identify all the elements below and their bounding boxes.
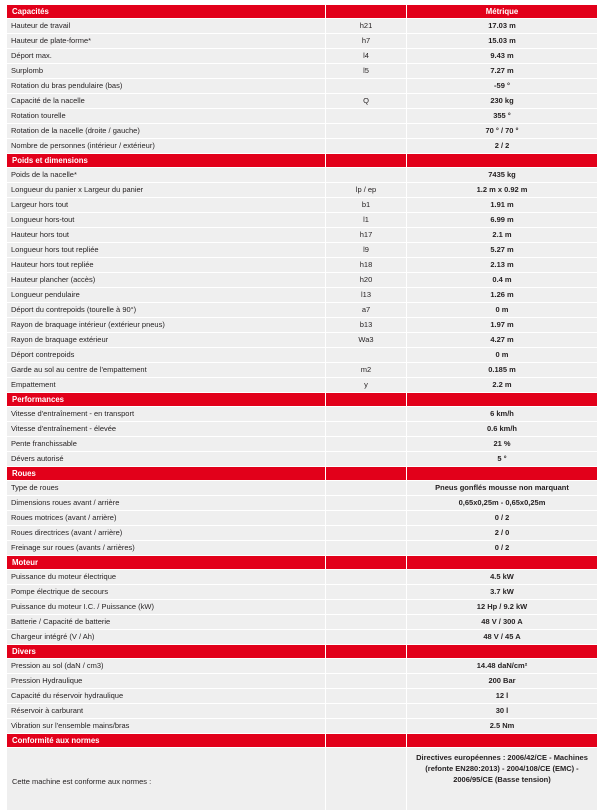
section-header-row: [7, 645, 597, 658]
row-value: 48 V / 300 A: [407, 615, 597, 629]
table-row: [7, 422, 597, 436]
section-header-label: Moteur: [7, 556, 325, 569]
table-row: [7, 600, 597, 614]
row-label: Pression au sol (daN / cm3): [7, 659, 325, 673]
section-header-row: [7, 5, 597, 18]
table-row: [7, 198, 597, 212]
row-symbol: [326, 570, 406, 584]
row-symbol: Q: [326, 94, 406, 108]
row-symbol: [326, 659, 406, 673]
row-label: Déport du contrepoids (tourelle à 90°): [7, 303, 325, 317]
row-label: Rayon de braquage extérieur: [7, 333, 325, 347]
row-value: 2 / 2: [407, 139, 597, 153]
conformity-header-value: [407, 734, 597, 747]
row-label: Dévers autorisé: [7, 452, 325, 466]
table-row: [7, 124, 597, 138]
table-row: [7, 258, 597, 272]
section-header-row: [7, 467, 597, 480]
row-symbol: [326, 168, 406, 182]
conformity-label: Cette machine est conforme aux normes :: [7, 748, 325, 810]
row-value: 0.6 km/h: [407, 422, 597, 436]
table-row: [7, 526, 597, 540]
row-label: Empattement: [7, 378, 325, 392]
table-row: [7, 19, 597, 33]
row-value: 1.91 m: [407, 198, 597, 212]
specifications-body: [7, 5, 597, 810]
row-label: Pente franchissable: [7, 437, 325, 451]
section-header-label: Roues: [7, 467, 325, 480]
row-value: 7435 kg: [407, 168, 597, 182]
row-value: 6 km/h: [407, 407, 597, 421]
row-value: 48 V / 45 A: [407, 630, 597, 644]
conformity-row: [7, 748, 597, 810]
row-label: Batterie / Capacité de batterie: [7, 615, 325, 629]
table-row: [7, 630, 597, 644]
row-value: 4.5 kW: [407, 570, 597, 584]
row-symbol: [326, 541, 406, 555]
row-label: Puissance du moteur électrique: [7, 570, 325, 584]
specifications-table: [6, 4, 598, 811]
table-row: [7, 139, 597, 153]
table-row: [7, 363, 597, 377]
row-symbol: [326, 139, 406, 153]
row-label: Capacité du réservoir hydraulique: [7, 689, 325, 703]
row-symbol: [326, 674, 406, 688]
row-symbol: [326, 600, 406, 614]
row-symbol: h21: [326, 19, 406, 33]
table-row: [7, 541, 597, 555]
table-row: [7, 585, 597, 599]
section-header-symbol: [326, 556, 406, 569]
row-symbol: lp / ep: [326, 183, 406, 197]
row-symbol: h7: [326, 34, 406, 48]
table-row: [7, 213, 597, 227]
row-label: Vibration sur l'ensemble mains/bras: [7, 719, 325, 733]
table-row: [7, 437, 597, 451]
row-label: Dimensions roues avant / arrière: [7, 496, 325, 510]
row-value: 7.27 m: [407, 64, 597, 78]
row-symbol: [326, 109, 406, 123]
conformity-header-symbol: [326, 734, 406, 747]
table-row: [7, 273, 597, 287]
row-value: 4.27 m: [407, 333, 597, 347]
section-header-row: [7, 154, 597, 167]
row-value: 5 °: [407, 452, 597, 466]
row-value: 5.27 m: [407, 243, 597, 257]
row-symbol: [326, 348, 406, 362]
conformity-value: Directives européennes : 2006/42/CE - Machines (refonte EN280:2013) - 2004/108/CE (EMC) - 2006/95/CE (Basse tension): [407, 748, 597, 810]
row-symbol: [326, 630, 406, 644]
row-symbol: b1: [326, 198, 406, 212]
table-row: [7, 704, 597, 718]
row-value: 12 Hp / 9.2 kW: [407, 600, 597, 614]
row-symbol: [326, 124, 406, 138]
row-symbol: [326, 452, 406, 466]
row-symbol: [326, 615, 406, 629]
row-symbol: l5: [326, 64, 406, 78]
section-header-label: Divers: [7, 645, 325, 658]
row-value: 21 %: [407, 437, 597, 451]
table-row: [7, 183, 597, 197]
row-label: Hauteur hors tout repliée: [7, 258, 325, 272]
conformity-symbol: [326, 748, 406, 810]
row-symbol: h20: [326, 273, 406, 287]
section-header-symbol: [326, 645, 406, 658]
row-value: 1.26 m: [407, 288, 597, 302]
row-value: 0.4 m: [407, 273, 597, 287]
row-label: Réservoir à carburant: [7, 704, 325, 718]
row-label: Hauteur de travail: [7, 19, 325, 33]
table-row: [7, 496, 597, 510]
row-symbol: y: [326, 378, 406, 392]
row-label: Poids de la nacelle*: [7, 168, 325, 182]
table-row: [7, 64, 597, 78]
row-label: Surplomb: [7, 64, 325, 78]
row-label: Chargeur intégré (V / Ah): [7, 630, 325, 644]
section-header-value: [407, 467, 597, 480]
table-row: [7, 49, 597, 63]
row-label: Longueur hors tout repliée: [7, 243, 325, 257]
row-label: Puissance du moteur I.C. / Puissance (kW): [7, 600, 325, 614]
section-header-row: [7, 556, 597, 569]
table-row: [7, 243, 597, 257]
row-symbol: [326, 437, 406, 451]
row-label: Rotation tourelle: [7, 109, 325, 123]
section-header-value: [407, 393, 597, 406]
row-value: 0 / 2: [407, 541, 597, 555]
row-label: Déport contrepoids: [7, 348, 325, 362]
table-row: [7, 79, 597, 93]
table-row: [7, 378, 597, 392]
row-value: 0 m: [407, 303, 597, 317]
table-row: [7, 303, 597, 317]
row-symbol: [326, 704, 406, 718]
row-label: Déport max.: [7, 49, 325, 63]
row-symbol: Wa3: [326, 333, 406, 347]
section-header-symbol: [326, 154, 406, 167]
row-value: 1.97 m: [407, 318, 597, 332]
row-value: 2.13 m: [407, 258, 597, 272]
section-header-value: Métrique: [407, 5, 597, 18]
row-value: 6.99 m: [407, 213, 597, 227]
row-label: Hauteur plancher (accès): [7, 273, 325, 287]
row-value: 200 Bar: [407, 674, 597, 688]
section-header-value: [407, 556, 597, 569]
table-row: [7, 659, 597, 673]
row-symbol: l4: [326, 49, 406, 63]
row-label: Longueur hors-tout: [7, 213, 325, 227]
row-label: Type de roues: [7, 481, 325, 495]
row-value: 30 l: [407, 704, 597, 718]
row-value: -59 °: [407, 79, 597, 93]
row-value: 15.03 m: [407, 34, 597, 48]
row-value: 9.43 m: [407, 49, 597, 63]
row-value: 2.2 m: [407, 378, 597, 392]
section-header-label: Poids et dimensions: [7, 154, 325, 167]
table-row: [7, 615, 597, 629]
conformity-header: Conformité aux normes: [7, 734, 325, 747]
row-label: Rotation du bras pendulaire (bas): [7, 79, 325, 93]
row-symbol: [326, 407, 406, 421]
section-header-value: [407, 645, 597, 658]
row-value: 0.185 m: [407, 363, 597, 377]
row-label: Hauteur hors tout: [7, 228, 325, 242]
row-symbol: h18: [326, 258, 406, 272]
row-label: Roues directrices (avant / arrière): [7, 526, 325, 540]
row-value: 0 / 2: [407, 511, 597, 525]
row-value: 2.1 m: [407, 228, 597, 242]
row-label: Nombre de personnes (intérieur / extérieur): [7, 139, 325, 153]
row-symbol: [326, 79, 406, 93]
section-header-symbol: [326, 393, 406, 406]
table-row: [7, 348, 597, 362]
row-label: Vitesse d'entraînement - élevée: [7, 422, 325, 436]
section-header-symbol: [326, 467, 406, 480]
row-value: 0,65x0,25m - 0,65x0,25m: [407, 496, 597, 510]
row-symbol: [326, 481, 406, 495]
row-value: 14.48 daN/cm²: [407, 659, 597, 673]
row-symbol: [326, 511, 406, 525]
table-row: [7, 407, 597, 421]
table-row: [7, 674, 597, 688]
table-row: [7, 689, 597, 703]
row-symbol: a7: [326, 303, 406, 317]
row-value: 2 / 0: [407, 526, 597, 540]
row-label: Pression Hydraulique: [7, 674, 325, 688]
row-label: Largeur hors tout: [7, 198, 325, 212]
row-symbol: m2: [326, 363, 406, 377]
row-symbol: l13: [326, 288, 406, 302]
row-symbol: b13: [326, 318, 406, 332]
row-label: Hauteur de plate-forme*: [7, 34, 325, 48]
row-symbol: [326, 422, 406, 436]
section-header-row: [7, 734, 597, 747]
row-value: 70 ° / 70 °: [407, 124, 597, 138]
section-header-value: [407, 154, 597, 167]
section-header-symbol: [326, 5, 406, 18]
row-value: 0 m: [407, 348, 597, 362]
row-label: Pompe électrique de secours: [7, 585, 325, 599]
row-value: 2.5 Nm: [407, 719, 597, 733]
row-value: 230 kg: [407, 94, 597, 108]
table-row: [7, 94, 597, 108]
row-symbol: l9: [326, 243, 406, 257]
row-symbol: [326, 719, 406, 733]
table-row: [7, 34, 597, 48]
row-label: Freinage sur roues (avants / arrières): [7, 541, 325, 555]
row-value: 1.2 m x 0.92 m: [407, 183, 597, 197]
row-label: Longueur du panier x Largeur du panier: [7, 183, 325, 197]
table-row: [7, 570, 597, 584]
row-symbol: [326, 526, 406, 540]
row-label: Longueur pendulaire: [7, 288, 325, 302]
table-row: [7, 109, 597, 123]
row-symbol: [326, 496, 406, 510]
table-row: [7, 288, 597, 302]
section-header-label: Performances: [7, 393, 325, 406]
row-label: Rayon de braquage intérieur (extérieur pneus): [7, 318, 325, 332]
table-row: [7, 481, 597, 495]
row-label: Capacité de la nacelle: [7, 94, 325, 108]
row-label: Garde au sol au centre de l'empattement: [7, 363, 325, 377]
row-value: 3.7 kW: [407, 585, 597, 599]
row-value: 355 °: [407, 109, 597, 123]
table-row: [7, 511, 597, 525]
row-symbol: [326, 689, 406, 703]
table-row: [7, 168, 597, 182]
section-header-row: [7, 393, 597, 406]
row-symbol: l1: [326, 213, 406, 227]
row-value: 12 l: [407, 689, 597, 703]
table-row: [7, 333, 597, 347]
row-label: Roues motrices (avant / arrière): [7, 511, 325, 525]
table-row: [7, 719, 597, 733]
section-header-label: Capacités: [7, 5, 325, 18]
row-label: Vitesse d'entraînement - en transport: [7, 407, 325, 421]
table-row: [7, 452, 597, 466]
row-value: 17.03 m: [407, 19, 597, 33]
row-value: Pneus gonflés mousse non marquant: [407, 481, 597, 495]
row-symbol: h17: [326, 228, 406, 242]
row-symbol: [326, 585, 406, 599]
table-row: [7, 318, 597, 332]
row-label: Rotation de la nacelle (droite / gauche): [7, 124, 325, 138]
table-row: [7, 228, 597, 242]
